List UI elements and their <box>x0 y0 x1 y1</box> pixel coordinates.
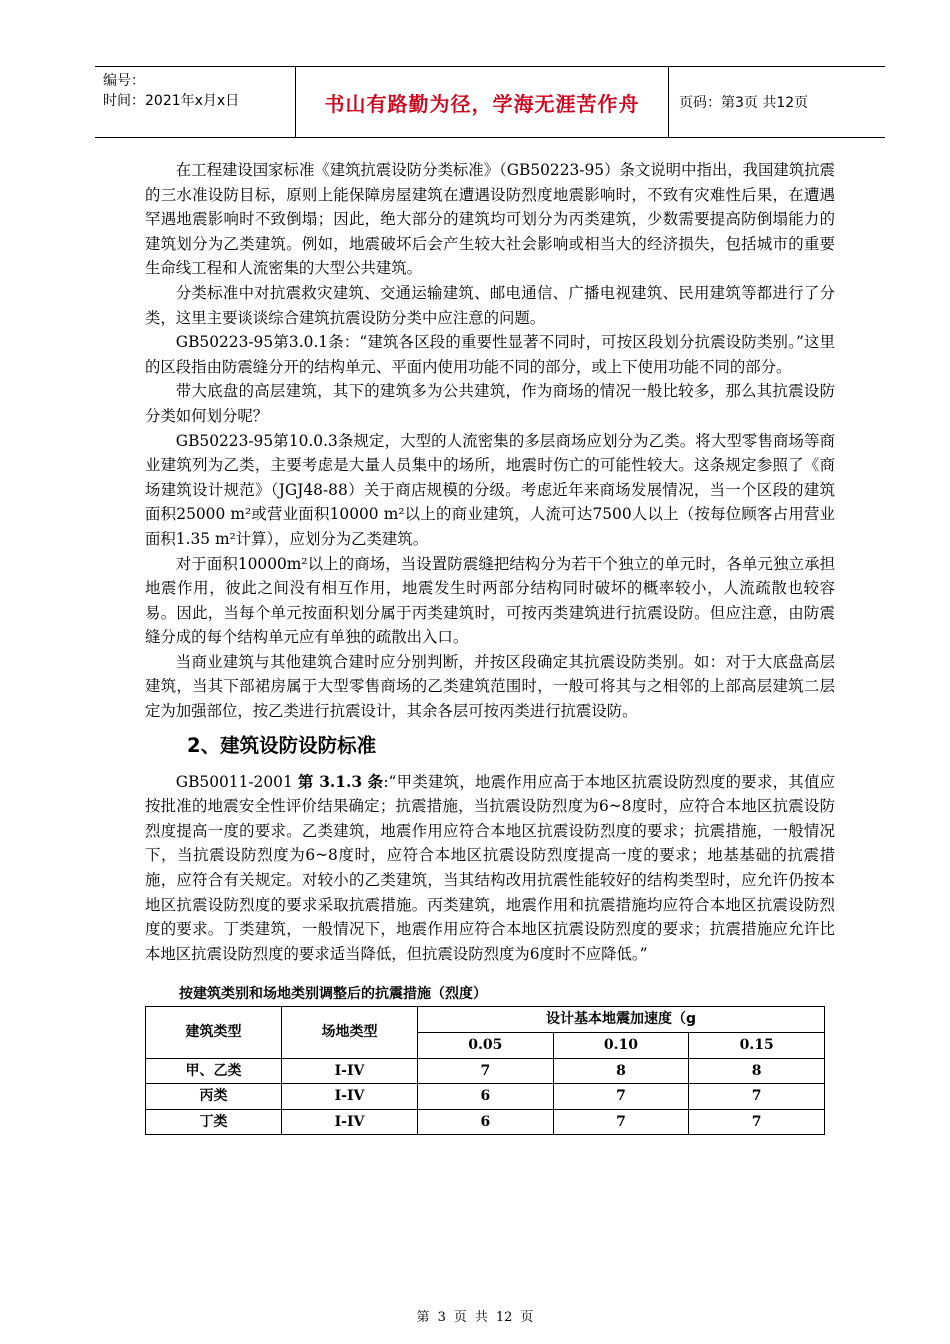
footer-ye: 页 <box>453 1310 467 1325</box>
cell-type: 甲、乙类 <box>146 1058 282 1084</box>
header-site-type: 场地类型 <box>282 1007 418 1058</box>
paragraph: GB50223-95第10.0.3条规定，大型的人流密集的多层商场应划分为乙类。将大型零售商场等商业建筑列为乙类，主要考虑是大量人员集中的场所，地震时伤亡的可能性较大。这条规定参照了《商场建筑设计规范》（JGJ48-88）关于商店规模的分级。考虑近年来商场发展情况，当一个区段的建筑面积25000 m²或营业面积10000 m²以上的商业建筑，人流可达7500人以上（按每位顾客占用营业面积1.35 m²计算），应划分为乙类建筑。 <box>145 431 835 548</box>
footer-gong: 共 <box>474 1310 488 1325</box>
quote-prefix: GB50011-2001 <box>175 772 298 791</box>
cell-value: 7 <box>418 1058 554 1084</box>
cell-value: 7 <box>553 1109 689 1135</box>
paragraph: 当商业建筑与其他建筑合建时应分别判断，并按区段确定其抗震设防类别。如：对于大底盘高层建筑，当其下部裙房属于大型零售商场的乙类建筑范围时，一般可将其与之相邻的上部高层建筑二层定为加强部位，按乙类进行抗震设计，其余各层可按丙类进行抗震设防。 <box>145 652 835 721</box>
cell-value: 6 <box>418 1109 554 1135</box>
cell-type: 丙类 <box>146 1084 282 1110</box>
table-row <box>146 1084 825 1110</box>
table-row <box>146 1109 825 1135</box>
footer-page-number: 3 <box>437 1310 446 1325</box>
seismic-table <box>145 1006 825 1135</box>
footer-ye2: 页 <box>520 1310 534 1325</box>
header-meta <box>95 67 296 137</box>
document-number-label: 编号： <box>103 73 145 89</box>
section-heading: 2、建筑设防设防标准 <box>187 733 377 757</box>
header-building-type: 建筑类型 <box>146 1007 282 1058</box>
header-page-info: 页码：第3页 共12页 <box>679 95 809 111</box>
page-header <box>95 66 885 138</box>
cell-value: 6 <box>418 1084 554 1110</box>
table-row <box>146 1058 825 1084</box>
paragraph: GB50223-95第3.0.1条：“建筑各区段的重要性显著不同时，可按区段划分抗震设防类别。”这里的区段指由防震缝分开的结构单元、平面内使用功能不同的部分，或上下使用功能不同的部分。 <box>145 333 835 376</box>
header-acceleration: 设计基本地震加速度（g <box>418 1007 825 1033</box>
cell-site: I-IV <box>282 1058 418 1084</box>
cell-site: I-IV <box>282 1084 418 1110</box>
cell-value: 7 <box>553 1084 689 1110</box>
quote-paragraph <box>145 770 835 967</box>
cell-value: 8 <box>553 1058 689 1084</box>
quote-clause: 第 3.1.3 条 <box>297 772 384 791</box>
table-title: 按建筑类别和场地类别调整后的抗震措施（烈度） <box>179 986 487 1003</box>
cell-value: 8 <box>689 1058 825 1084</box>
header-sub: 0.05 <box>418 1033 554 1059</box>
quote-text: :“甲类建筑，地震作用应高于本地区抗震设防烈度的要求，其值应按批准的地震安全性评价结果确定；抗震措施，当抗震设防烈度为6~8度时，应符合本地区抗震设防烈度提高一度的要求。乙类建筑，地震作用应符合本地区抗震设防烈度的要求；抗震措施，一般情况下，当抗震设防烈度为6~8度时，应符合本地区抗震设防烈度提高一度的要求；地基基础的抗震措施，应符合有关规定。对较小的乙类建筑，当其结构改用抗震性能较好的结构类型时，应允许仍按本地区抗震设防烈度的要求采取抗震措施。丙类建筑，地震作用和抗震措施均应符合本地区抗震设防烈度的要求。丁类建筑，一般情况下，地震作用应符合本地区抗震设防烈度的要求；抗震措施应允许比本地区抗震设防烈度的要求适当降低，但抗震设防烈度为6度时不应降低。” <box>145 772 835 963</box>
page-footer <box>0 1306 950 1325</box>
paragraph: 带大底盘的高层建筑，其下的建筑多为公共建筑，作为商场的情况一般比较多，那么其抗震设防分类如何划分呢？ <box>145 382 835 425</box>
header-sub: 0.10 <box>553 1033 689 1059</box>
document-time-label: 时间：2021年x月x日 <box>103 93 240 109</box>
footer-di: 第 <box>416 1310 430 1325</box>
paragraph: 对于面积10000m²以上的商场，当设置防震缝把结构分为若干个独立的单元时，各单元独立承担地震作用，彼此之间没有相互作用，地震发生时两部分结构同时破坏的概率较小，人流疏散也较容易。因此，当每个单元按面积划分属于丙类建筑时，可按丙类建筑进行抗震设防。但应注意，由防震缝分成的每个结构单元应有单独的疏散出入口。 <box>145 554 835 647</box>
cell-type: 丁类 <box>146 1109 282 1135</box>
paragraph: 在工程建设国家标准《建筑抗震设防分类标准》（GB50223-95）条文说明中指出，我国建筑抗震的三水准设防目标，原则上能保障房屋建筑在遭遇设防烈度地震影响时，不致有灾难性后果，在遭遇罕遇地震影响时不致倒塌；因此，绝大部分的建筑均可划分为丙类建筑，少数需要提高防倒塌能力的建筑划分为乙类建筑。例如，地震破坏后会产生较大社会影响或相当大的经济损失，包括城市的重要生命线工程和人流密集的大型公共建筑。 <box>145 161 835 278</box>
cell-value: 7 <box>689 1109 825 1135</box>
paragraph: 分类标准中对抗震救灾建筑、交通运输建筑、邮电通信、广播电视建筑、民用建筑等都进行了分类，这里主要谈谈综合建筑抗震设防分类中应注意的问题。 <box>145 283 835 327</box>
table-header-row <box>146 1007 825 1033</box>
cell-site: I-IV <box>282 1109 418 1135</box>
document-body <box>145 158 835 1135</box>
cell-value: 7 <box>689 1084 825 1110</box>
header-motto: 书山有路勤为径，学海无涯苦作舟 <box>296 67 669 137</box>
footer-total-pages: 12 <box>495 1310 513 1325</box>
header-sub: 0.15 <box>689 1033 825 1059</box>
